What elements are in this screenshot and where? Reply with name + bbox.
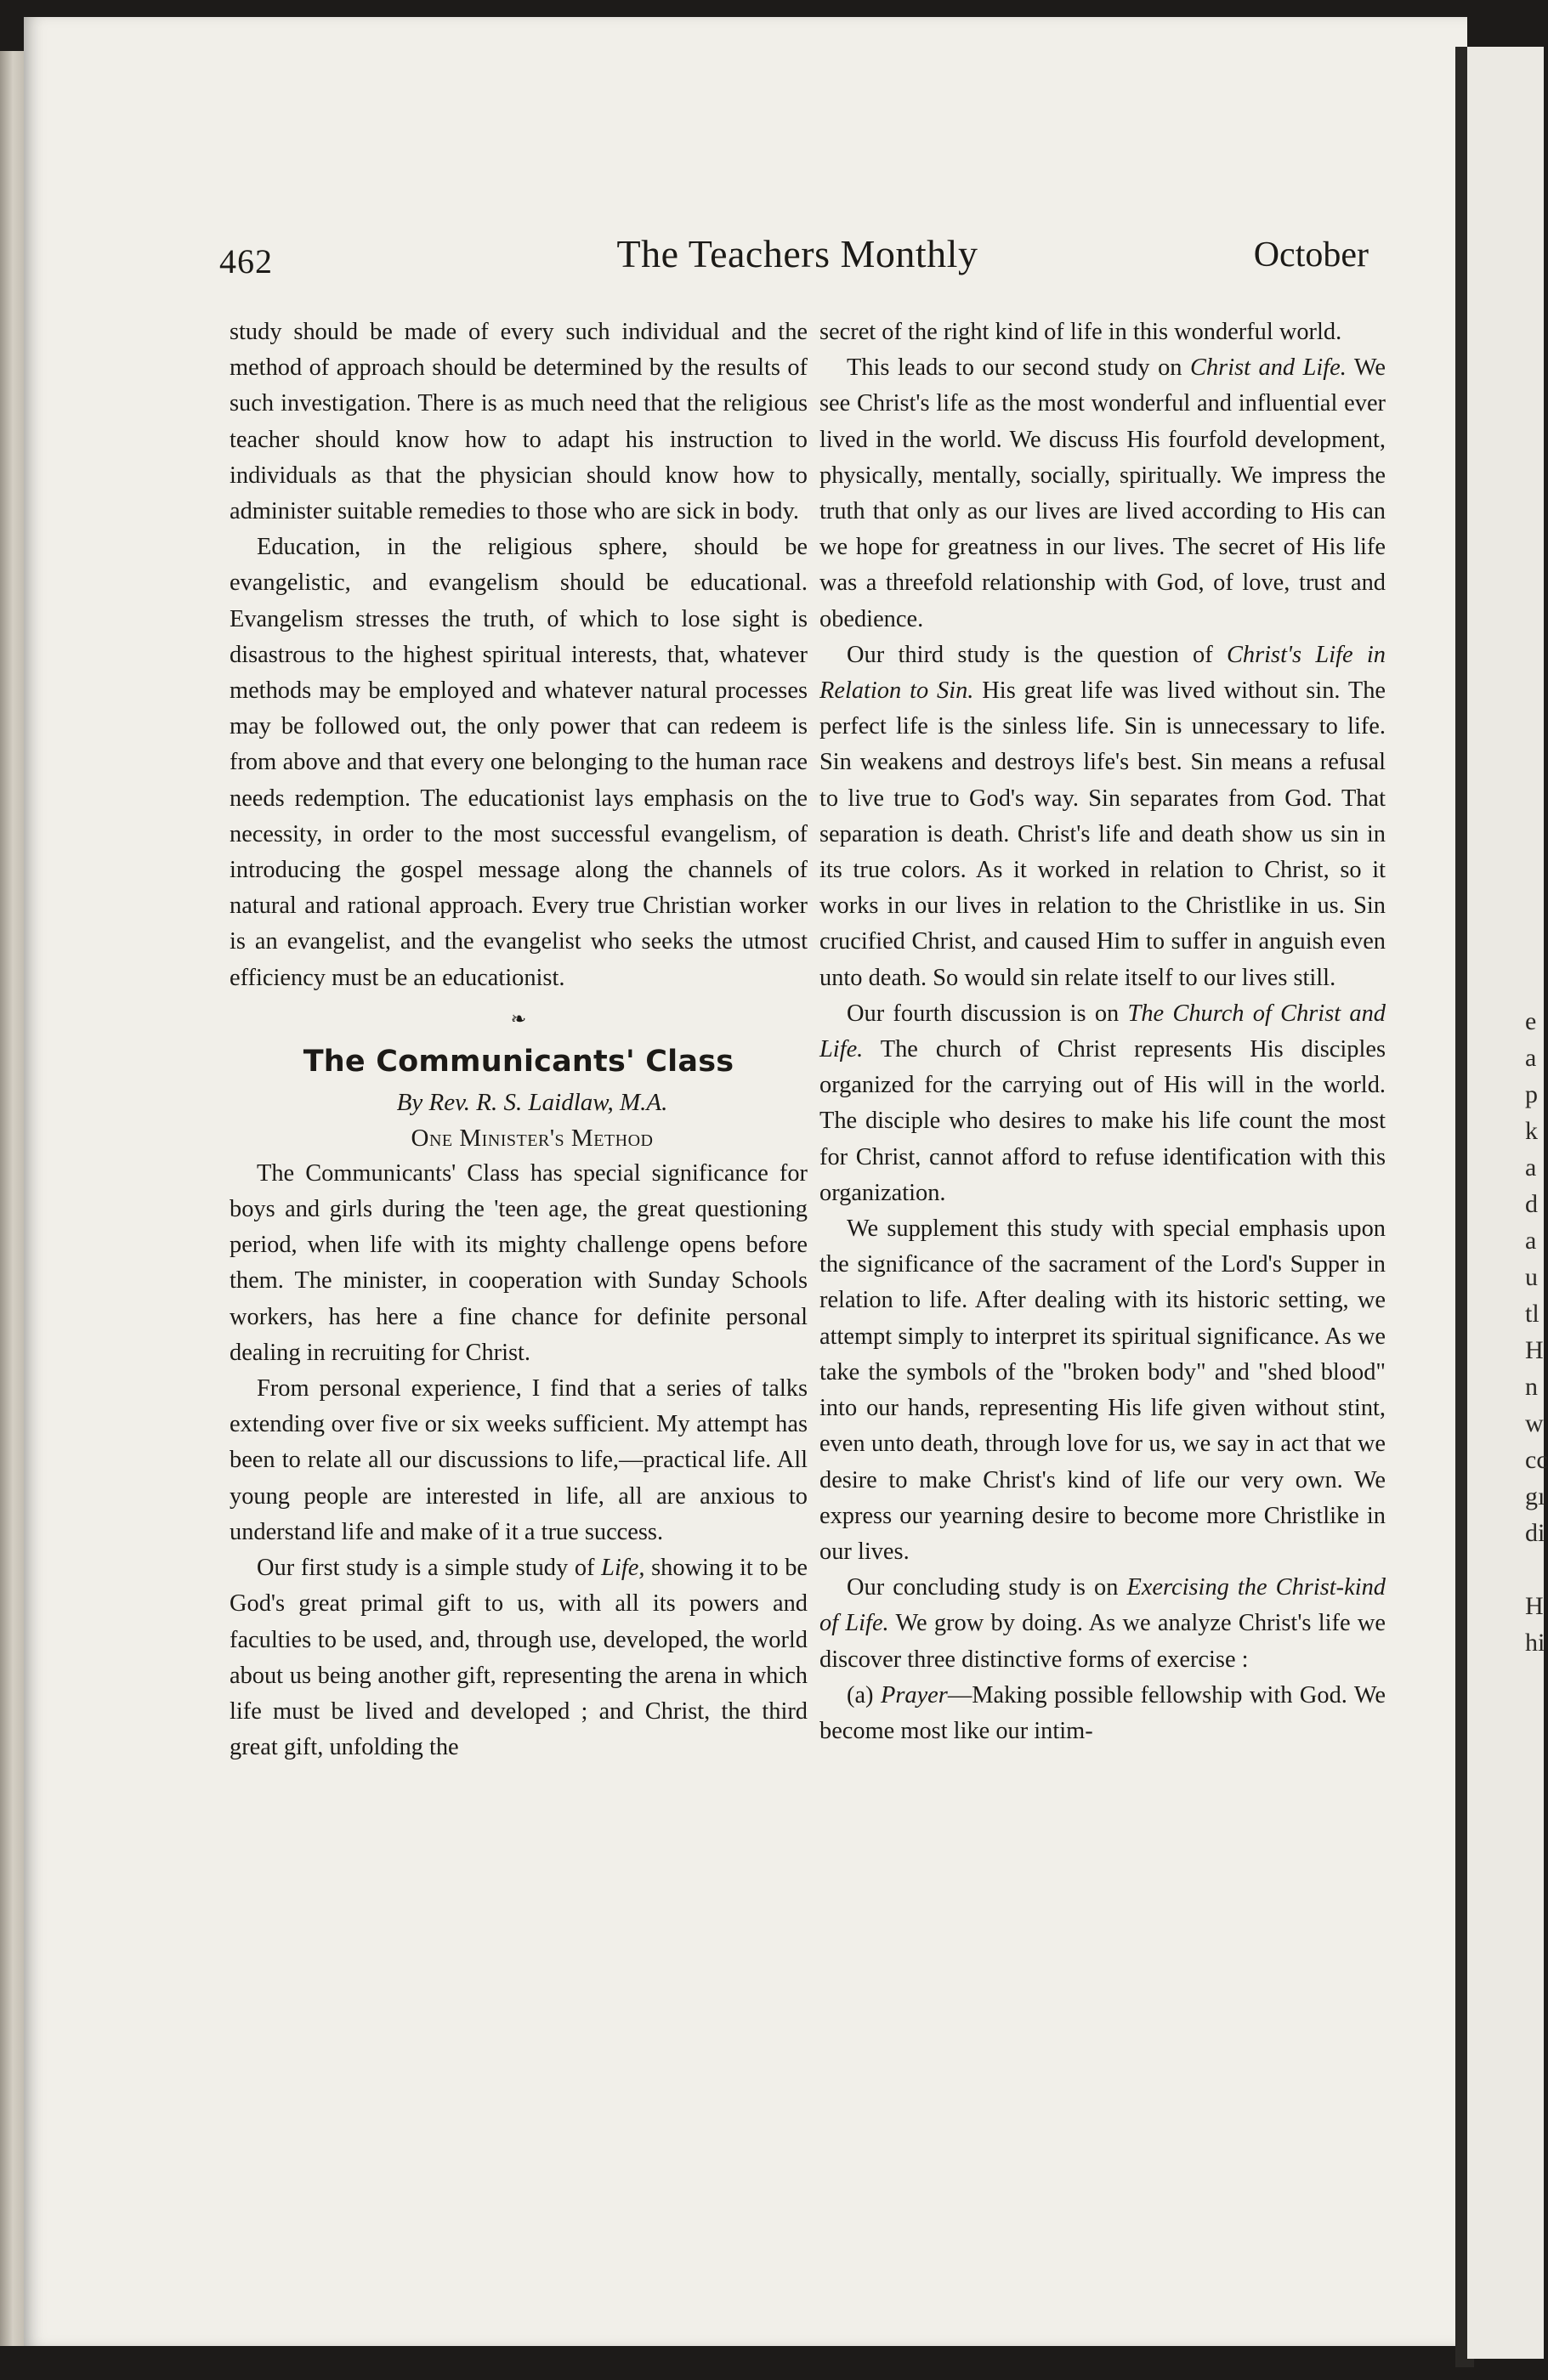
emphasis-text: Christ and Life. [1190,354,1347,382]
edge-fragment: u [1525,1263,1538,1291]
paragraph [819,1678,1386,1749]
paragraph [819,638,1386,996]
paragraph [819,350,1386,638]
edge-fragment: cc [1525,1446,1548,1474]
article-title: The Communicants' Class [303,1044,734,1079]
text-run: —Making possible fellowship with God. We become most like our intim- [819,1681,1386,1744]
edge-fragment: a [1525,1227,1537,1255]
right-column [819,314,1386,1749]
paragraph [819,996,1386,1211]
paragraph: We supplement this study with special emphasis upon the significance of the sacrament of the Lord's Supper in relation to life. After dealing with its historic setting, we attempt simply to interpret its spiritual significance. As we take the symbols of the "broken body" and "shed blood" into our hands, representing His life given without stint, even unto death, through love for us, we say in act that we desire to make Christ's kind of life our very own. We express our yearning desire to become more Christlike in our lives. [819,1216,1386,1565]
text-run: (a) [847,1681,881,1708]
paragraph [819,1570,1386,1678]
emphasis-text: Prayer [881,1681,948,1708]
emphasis-text: Life, [601,1555,645,1582]
edge-fragment: e [1525,1007,1537,1035]
facing-page-text-fragments [1525,1003,1548,1661]
issue-month: October [1253,235,1369,275]
emphasis-text: The Church of Christ and Life. [819,1000,1386,1063]
text-run: We grow by doing. As we analyze Christ's life we discover three distinctive forms of exercise : [819,1610,1386,1673]
article-byline: By Rev. R. S. Laidlaw, M.A. [396,1088,668,1116]
journal-title: The Teachers Monthly [616,232,978,275]
edge-fragment: gı [1525,1482,1545,1510]
text-run: His great life was lived without sin. The perfect life is the sinless life. Sin is unnecessary to life. Sin weakens and destroys life's best. Sin means a refusal to live true to God's way. Sin separates from God. That separation is death. Christ's life and death show us sin in its true colors. As it worked in relation to Christ, so it works in our lives in relation to the Christlike in us. Sin crucified Christ, and caused Him to suffer in anguish even unto death. So would sin relate itself to our lives still. [819,677,1386,991]
article-subheading: One Minister's Method [411,1124,654,1152]
edge-fragment: tl [1525,1300,1539,1328]
paragraph: From personal experience, I find that a series of talks extending over five or six weeks sufficient. My attempt has been to relate all our discussions to life,—practical life. All young people are interested in life, all are anxious to understand life and make of it a true success. [230,1375,808,1545]
running-header [219,231,1375,282]
edge-fragment: H [1525,1592,1544,1620]
edge-fragment: k [1525,1117,1538,1145]
edge-fragment: di [1525,1519,1545,1547]
edge-fragment: w [1525,1409,1544,1437]
paragraph: Education, in the religious sphere, should be evangelistic, and evangelism should be educational. Evangelism stresses the truth, of which to lose sight is disastrous to the highest spiritual interests, that, whatever methods may be employed and whatever natural processes may be followed out, the only power that can redeem is from above and that every one belonging to the human race needs redemption. The educationist lays emphasis on the necessity, in order to the most successful evangelism, of introducing the gospel message along the channels of natural and rational approach. Every true Christian worker is an evangelist, and the evangelist who seeks the utmost efficiency must be an educationist. [230,534,808,991]
page-number: 462 [219,242,273,280]
text-run: showing it to be God's great primal gift to us, with all its powers and faculties to be used, and, through use, developed, the world about us being another gift, representing the arena in which life must be lived and developed ; and Christ, the third great gift, unfolding the [230,1555,808,1761]
text-run: This leads to our second study on [847,354,1191,382]
edge-fragment: a [1525,1153,1537,1182]
edge-fragment [1525,1551,1544,1588]
paragraph: secret of the right kind of life in this wonderful world. [819,319,1342,345]
edge-fragment: d [1525,1190,1538,1218]
edge-fragment: n [1525,1373,1538,1401]
edge-fragment: a [1525,1044,1537,1072]
text-run: Our concluding study is on [847,1574,1127,1601]
text-run: Our fourth discussion is on [847,1000,1128,1027]
text-run: Our first study is a simple study of [257,1555,602,1582]
paragraph: study should be made of every such individual and the method of approach should be determined by the results of such investigation. There is as much need that the religious teacher should know how to adapt his instruction to individuals as that the physician should know how to administer suitable remedies to those who are sick in body. [230,319,808,525]
emphasis-text: Exercising the Christ-kind of Life. [819,1574,1386,1637]
text-run: The church of Christ represents His disciples organized for the carrying out of His will in the world. The disciple who desires to make his life count the most for Christ, cannot afford to refuse identification with this organization. [819,1036,1386,1206]
paragraph [230,1550,808,1765]
left-column [230,314,808,1765]
section-ornament: ❧ [510,1007,527,1029]
text-run: Our third study is the question of [847,641,1227,668]
text-run: We see Christ's life as the most wonderful and influential ever lived in the world. We discuss His fourfold development, physically, mentally, socially, spiritually. We impress the truth that only as our lives are lived according to His can we hope for greatness in our lives. The secret of His life was a threefold relationship with God, of love, trust and obedience. [819,354,1386,632]
edge-fragment: p [1525,1080,1538,1108]
paragraph: The Communicants' Class has special significance for boys and girls during the 'teen age, the great questioning period, when life with its mighty challenge opens before them. The minister, in cooperation with Sunday Schools workers, has here a fine chance for definite personal dealing in recruiting for Christ. [230,1159,808,1366]
emphasis-text: Christ's Life in Relation to Sin. [819,641,1386,705]
edge-fragment: H [1525,1336,1544,1364]
edge-fragment: hi [1525,1629,1545,1657]
